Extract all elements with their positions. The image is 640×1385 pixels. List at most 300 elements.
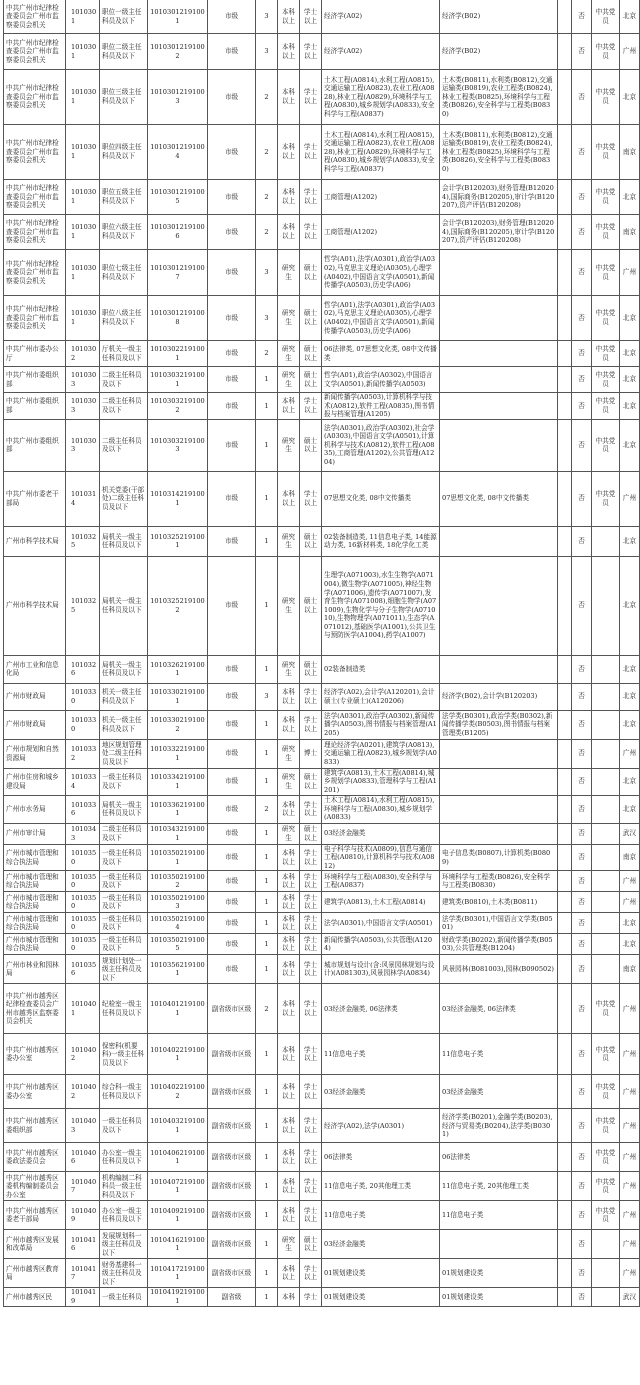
cell-extra xyxy=(558,1259,572,1288)
cell-political-status: 中共党员 xyxy=(592,0,620,34)
cell-undergrad-major: 03经济金融类, 06法律类 xyxy=(440,984,558,1034)
cell-political-status xyxy=(592,526,620,556)
cell-dept-code: 1010314 xyxy=(66,471,100,526)
cell-undergrad-major: 经济学(B02) xyxy=(440,0,558,34)
cell-exam-site: 南京 xyxy=(620,955,640,984)
cell-position-code: 10104032191001 xyxy=(148,1109,208,1143)
cell-headcount: 1 xyxy=(256,1034,278,1075)
cell-dept-code: 1010350 xyxy=(66,844,100,871)
cell-level: 市级 xyxy=(208,871,256,892)
cell-political-status xyxy=(592,871,620,892)
cell-department: 广州市城市管理和综合执法局 xyxy=(4,892,66,913)
cell-degree: 学士以上 xyxy=(300,1143,322,1172)
cell-grad-major: 哲学(A01),法学(A0301),政治学(A0302),马克思主义理论(A0305),心理学(A0402),中国语言文学(A0501),新闻传播学(A0503),历史学(A06) xyxy=(322,250,440,296)
cell-degree: 学士以上 xyxy=(300,1201,322,1230)
cell-dept-code: 1010350 xyxy=(66,871,100,892)
cell-level: 市级 xyxy=(208,823,256,844)
cell-undergrad-major: 11信息电子类 xyxy=(440,1201,558,1230)
cell-degree: 硕士以上 xyxy=(300,250,322,296)
cell-position-code: 10104012191001 xyxy=(148,984,208,1034)
cell-level: 市级 xyxy=(208,655,256,683)
cell-grad-major: 哲学(A01),政治学(A0302),中国语言文学(A0501),新闻传播学(A0503) xyxy=(322,367,440,393)
cell-headcount: 1 xyxy=(256,1143,278,1172)
cell-dept-code: 1010301 xyxy=(66,70,100,125)
cell-position-code: 10103022191001 xyxy=(148,341,208,367)
cell-exam-site: 广州 xyxy=(620,250,640,296)
cell-degree: 学士以上 xyxy=(300,180,322,215)
cell-department: 广州市住房和城乡建设局 xyxy=(4,768,66,795)
cell-exam-site: 广州 xyxy=(620,1143,640,1172)
cell-gender-limit: 否 xyxy=(572,1230,592,1259)
cell-level: 副省级市区级 xyxy=(208,1259,256,1288)
cell-dept-code: 1010303 xyxy=(66,367,100,393)
cell-gender-limit: 否 xyxy=(572,125,592,180)
cell-degree: 学士以上 xyxy=(300,984,322,1034)
cell-dept-code: 1010403 xyxy=(66,1109,100,1143)
cell-headcount: 1 xyxy=(256,367,278,393)
cell-department: 中共广州市纪律检查委员会广州市监察委员会机关 xyxy=(4,250,66,296)
cell-political-status: 中共党员 xyxy=(592,125,620,180)
cell-dept-code: 1010301 xyxy=(66,125,100,180)
cell-political-status xyxy=(592,1230,620,1259)
cell-dept-code: 1010350 xyxy=(66,913,100,934)
cell-department: 广州市审计局 xyxy=(4,823,66,844)
cell-undergrad-major xyxy=(440,296,558,341)
cell-degree: 学士以上 xyxy=(300,844,322,871)
cell-grad-major: 土木工程(A0814),水利工程(A0815),交通运输工程(A0823),农业工程(A0828),林业工程(A0829),环境科学与工程(A0830),城乡规划学(A0833),安全科学与工程(A0837) xyxy=(322,125,440,180)
cell-level: 副省级市区级 xyxy=(208,1143,256,1172)
cell-gender-limit: 否 xyxy=(572,892,592,913)
cell-degree: 硕士以上 xyxy=(300,296,322,341)
cell-position: 规划计划处一级主任科员及以下 xyxy=(100,955,148,984)
cell-position-code: 10104162191001 xyxy=(148,1230,208,1259)
cell-extra xyxy=(558,871,572,892)
cell-extra xyxy=(558,1143,572,1172)
cell-undergrad-major: 财政学类(B0202),新闻传播学类(B0503),公共管理类(B1204) xyxy=(440,934,558,955)
cell-extra xyxy=(558,341,572,367)
cell-political-status: 中共党员 xyxy=(592,296,620,341)
cell-headcount: 2 xyxy=(256,795,278,823)
cell-undergrad-major: 11信息电子类 xyxy=(440,1034,558,1075)
cell-position: 一级主任科员及以下 xyxy=(100,768,148,795)
cell-education: 本科以上 xyxy=(278,984,300,1034)
cell-headcount: 3 xyxy=(256,0,278,34)
cell-extra xyxy=(558,367,572,393)
cell-education: 本科以上 xyxy=(278,1259,300,1288)
cell-extra xyxy=(558,795,572,823)
cell-education: 研究生 xyxy=(278,739,300,768)
cell-headcount: 1 xyxy=(256,913,278,934)
table-row xyxy=(4,871,640,892)
cell-extra xyxy=(558,526,572,556)
cell-headcount: 2 xyxy=(256,341,278,367)
cell-position: 办公室一级主任科员及以下 xyxy=(100,1143,148,1172)
cell-gender-limit: 否 xyxy=(572,250,592,296)
cell-undergrad-major: 经济学(B02),会计学(B120203) xyxy=(440,683,558,710)
cell-political-status xyxy=(592,892,620,913)
cell-exam-site: 北京 xyxy=(620,768,640,795)
cell-education: 本科以上 xyxy=(278,1075,300,1109)
cell-department: 中共广州市越秀区委机构编制委员会办公室 xyxy=(4,1172,66,1201)
cell-position: 保密科(机要科)一级主任科员及以下 xyxy=(100,1034,148,1075)
cell-education: 本科以上 xyxy=(278,125,300,180)
table-row xyxy=(4,1034,640,1075)
table-row xyxy=(4,526,640,556)
cell-grad-major: 03经济金融类 xyxy=(322,1075,440,1109)
cell-education: 研究生 xyxy=(278,367,300,393)
cell-level: 市级 xyxy=(208,296,256,341)
cell-extra xyxy=(558,296,572,341)
cell-education: 研究生 xyxy=(278,419,300,471)
cell-exam-site: 北京 xyxy=(620,934,640,955)
cell-headcount: 1 xyxy=(256,871,278,892)
cell-grad-major: 03经济金融类, 06法律类 xyxy=(322,984,440,1034)
cell-headcount: 1 xyxy=(256,1075,278,1109)
cell-headcount: 2 xyxy=(256,180,278,215)
cell-headcount: 1 xyxy=(256,655,278,683)
cell-department: 广州市水务局 xyxy=(4,795,66,823)
cell-exam-site: 北京 xyxy=(620,710,640,739)
cell-grad-major: 新闻传播学(A0503),计算机科学与技术(A0812),软件工程(A0835),图书情报与档案管理(A1205) xyxy=(322,393,440,420)
cell-political-status: 中共党员 xyxy=(592,1034,620,1075)
cell-gender-limit: 否 xyxy=(572,419,592,471)
cell-position: 纪检室一级主任科员及以下 xyxy=(100,984,148,1034)
cell-level: 市级 xyxy=(208,768,256,795)
cell-grad-major: 11信息电子类, 20其他理工类 xyxy=(322,1172,440,1201)
cell-department: 中共广州市越秀区委老干部局 xyxy=(4,1201,66,1230)
table-row xyxy=(4,215,640,250)
cell-grad-major: 06法律类 xyxy=(322,1143,440,1172)
cell-position-code: 10103322191001 xyxy=(148,739,208,768)
cell-political-status: 中共党员 xyxy=(592,419,620,471)
cell-dept-code: 1010301 xyxy=(66,250,100,296)
table-row xyxy=(4,655,640,683)
cell-level: 市级 xyxy=(208,471,256,526)
cell-headcount: 2 xyxy=(256,984,278,1034)
cell-gender-limit: 否 xyxy=(572,180,592,215)
cell-grad-major: 01规划建设类 xyxy=(322,1288,440,1306)
cell-grad-major: 07思想文化类, 08中文传播类 xyxy=(322,471,440,526)
cell-department: 中共广州市纪律检查委员会广州市监察委员会机关 xyxy=(4,215,66,250)
table-row xyxy=(4,984,640,1034)
cell-degree: 硕士以上 xyxy=(300,556,322,655)
cell-gender-limit: 否 xyxy=(572,955,592,984)
cell-extra xyxy=(558,419,572,471)
table-row xyxy=(4,1172,640,1201)
cell-level: 副省级市区级 xyxy=(208,1172,256,1201)
cell-extra xyxy=(558,768,572,795)
cell-level: 市级 xyxy=(208,367,256,393)
cell-position-code: 10103012191007 xyxy=(148,250,208,296)
cell-position: 职位六级主任科员及以下 xyxy=(100,215,148,250)
cell-grad-major: 经济学(A02),会计学(A120201),会计硕士(专业硕士)(A120206) xyxy=(322,683,440,710)
table-row xyxy=(4,1201,640,1230)
cell-position-code: 10103012191005 xyxy=(148,180,208,215)
cell-dept-code: 1010330 xyxy=(66,710,100,739)
cell-position: 一级主任科员及以下 xyxy=(100,934,148,955)
cell-exam-site: 北京 xyxy=(620,556,640,655)
cell-extra xyxy=(558,125,572,180)
table-row xyxy=(4,296,640,341)
cell-headcount: 1 xyxy=(256,1288,278,1306)
cell-extra xyxy=(558,471,572,526)
cell-gender-limit: 否 xyxy=(572,739,592,768)
table-row xyxy=(4,556,640,655)
cell-position-code: 10103012191002 xyxy=(148,34,208,70)
cell-position: 局机关一级主任科员及以下 xyxy=(100,655,148,683)
cell-exam-site: 北京 xyxy=(620,0,640,34)
cell-dept-code: 1010343 xyxy=(66,823,100,844)
cell-level: 副省级 xyxy=(208,1288,256,1306)
cell-education: 本科以上 xyxy=(278,1109,300,1143)
cell-dept-code: 1010301 xyxy=(66,215,100,250)
cell-grad-major: 法学(A0301),中国语言文学(A0501) xyxy=(322,913,440,934)
cell-education: 研究生 xyxy=(278,768,300,795)
cell-political-status xyxy=(592,795,620,823)
cell-department: 广州市财政局 xyxy=(4,683,66,710)
cell-gender-limit: 否 xyxy=(572,683,592,710)
table-row xyxy=(4,768,640,795)
cell-undergrad-major: 06法律类 xyxy=(440,1143,558,1172)
cell-education: 本科以上 xyxy=(278,215,300,250)
cell-position-code: 10103342191001 xyxy=(148,768,208,795)
table-row xyxy=(4,1259,640,1288)
cell-position: 机关一级主任科员及以下 xyxy=(100,710,148,739)
table-row xyxy=(4,367,640,393)
cell-position: 职位二级主任科员及以下 xyxy=(100,34,148,70)
cell-grad-major: 06法律类, 07思想文化类, 08中文传播类 xyxy=(322,341,440,367)
cell-headcount: 1 xyxy=(256,1230,278,1259)
cell-position: 局机关一级主任科员及以下 xyxy=(100,795,148,823)
cell-extra xyxy=(558,913,572,934)
cell-undergrad-major xyxy=(440,341,558,367)
cell-political-status xyxy=(592,913,620,934)
cell-education: 本科以上 xyxy=(278,34,300,70)
cell-undergrad-major xyxy=(440,526,558,556)
cell-grad-major: 经济学(A02),法学(A0301) xyxy=(322,1109,440,1143)
cell-undergrad-major: 07思想文化类, 08中文传播类 xyxy=(440,471,558,526)
cell-department: 中共广州市越秀区纪律检查委员会广州市越秀区监察委员会机关 xyxy=(4,984,66,1034)
cell-position-code: 10103142191001 xyxy=(148,471,208,526)
cell-exam-site: 北京 xyxy=(620,683,640,710)
cell-education: 本科 xyxy=(278,1288,300,1306)
cell-grad-major: 01规划建设类 xyxy=(322,1259,440,1288)
cell-undergrad-major: 11信息电子类, 20其他理工类 xyxy=(440,1172,558,1201)
cell-extra xyxy=(558,180,572,215)
cell-department: 广州市科学技术局 xyxy=(4,526,66,556)
cell-headcount: 1 xyxy=(256,1172,278,1201)
cell-political-status: 中共党员 xyxy=(592,250,620,296)
cell-position: 办公室一级主任科员及以下 xyxy=(100,1201,148,1230)
cell-department: 中共广州市委组织部 xyxy=(4,367,66,393)
cell-exam-site: 广州 xyxy=(620,1172,640,1201)
cell-grad-major: 02装备制造类 xyxy=(322,655,440,683)
cell-level: 市级 xyxy=(208,125,256,180)
cell-level: 市级 xyxy=(208,70,256,125)
cell-headcount: 3 xyxy=(256,250,278,296)
cell-gender-limit: 否 xyxy=(572,296,592,341)
cell-gender-limit: 否 xyxy=(572,1075,592,1109)
cell-grad-major: 电子科学与技术(A0809),信息与通信工程(A0810),计算机科学与技术(A0812) xyxy=(322,844,440,871)
cell-position: 二级主任科员及以下 xyxy=(100,367,148,393)
cell-level: 市级 xyxy=(208,419,256,471)
cell-exam-site: 北京 xyxy=(620,913,640,934)
cell-degree: 学士以上 xyxy=(300,1034,322,1075)
cell-department: 广州市越秀区发展和改革局 xyxy=(4,1230,66,1259)
cell-grad-major: 法学(A0301),政治学(A0302),新闻传播学(A0503),图书情报与档案管理(A1205) xyxy=(322,710,440,739)
cell-grad-major: 工商管理(A1202) xyxy=(322,215,440,250)
cell-position-code: 10103502191001 xyxy=(148,844,208,871)
cell-department: 中共广州市越秀区委政法委员会 xyxy=(4,1143,66,1172)
cell-exam-site: 广州 xyxy=(620,1034,640,1075)
cell-extra xyxy=(558,1288,572,1306)
table-row xyxy=(4,795,640,823)
cell-gender-limit: 否 xyxy=(572,871,592,892)
cell-position: 一级主任科员 xyxy=(100,1288,148,1306)
cell-political-status xyxy=(592,844,620,871)
cell-dept-code: 1010401 xyxy=(66,984,100,1034)
cell-exam-site: 南京 xyxy=(620,125,640,180)
cell-undergrad-major xyxy=(440,393,558,420)
cell-department: 中共广州市纪律检查委员会广州市监察委员会机关 xyxy=(4,180,66,215)
cell-headcount: 1 xyxy=(256,892,278,913)
cell-headcount: 3 xyxy=(256,296,278,341)
cell-undergrad-major xyxy=(440,823,558,844)
cell-department: 中共广州市纪律检查委员会广州市监察委员会机关 xyxy=(4,296,66,341)
cell-department: 广州市城市管理和综合执法局 xyxy=(4,871,66,892)
cell-extra xyxy=(558,655,572,683)
cell-level: 市级 xyxy=(208,913,256,934)
cell-headcount: 1 xyxy=(256,526,278,556)
table-row xyxy=(4,471,640,526)
cell-position-code: 10104072191001 xyxy=(148,1172,208,1201)
cell-level: 市级 xyxy=(208,526,256,556)
cell-gender-limit: 否 xyxy=(572,710,592,739)
cell-level: 副省级市区级 xyxy=(208,1034,256,1075)
cell-degree: 博士 xyxy=(300,739,322,768)
cell-position: 机关一级主任科员及以下 xyxy=(100,683,148,710)
cell-exam-site: 广州 xyxy=(620,892,640,913)
cell-education: 研究生 xyxy=(278,296,300,341)
cell-gender-limit: 否 xyxy=(572,795,592,823)
cell-level: 市级 xyxy=(208,180,256,215)
cell-department: 中共广州市委组织部 xyxy=(4,393,66,420)
cell-level: 市级 xyxy=(208,892,256,913)
cell-degree: 学士 xyxy=(300,1288,322,1306)
cell-political-status: 中共党员 xyxy=(592,341,620,367)
cell-position-code: 10103252191002 xyxy=(148,556,208,655)
cell-gender-limit: 否 xyxy=(572,844,592,871)
cell-undergrad-major: 经济学(B02) xyxy=(440,34,558,70)
cell-dept-code: 1010303 xyxy=(66,393,100,420)
cell-undergrad-major xyxy=(440,556,558,655)
cell-position-code: 10104092191001 xyxy=(148,1201,208,1230)
cell-gender-limit: 否 xyxy=(572,367,592,393)
cell-position: 局机关一级主任科员及以下 xyxy=(100,526,148,556)
cell-degree: 硕士以上 xyxy=(300,655,322,683)
cell-degree: 学士以上 xyxy=(300,710,322,739)
cell-undergrad-major: 风景园林(B081003),园林(B090502) xyxy=(440,955,558,984)
cell-dept-code: 1010350 xyxy=(66,934,100,955)
cell-exam-site: 武汉 xyxy=(620,1288,640,1306)
cell-position: 局机关一级主任科员及以下 xyxy=(100,556,148,655)
cell-undergrad-major: 法学类(B0301),政治学类(B0302),新闻传播学类(B0503),图书情报与档案管理类(B1205) xyxy=(440,710,558,739)
cell-undergrad-major: 法学类(B0301),中国语言文学类(B0501) xyxy=(440,913,558,934)
cell-undergrad-major xyxy=(440,250,558,296)
cell-grad-major: 建筑学(A0813),土木工程(A0814) xyxy=(322,892,440,913)
cell-position: 职位四级主任科员及以下 xyxy=(100,125,148,180)
cell-department: 广州市城市管理和综合执法局 xyxy=(4,913,66,934)
cell-education: 研究生 xyxy=(278,526,300,556)
cell-gender-limit: 否 xyxy=(572,34,592,70)
cell-exam-site: 北京 xyxy=(620,526,640,556)
cell-political-status: 中共党员 xyxy=(592,367,620,393)
cell-position: 一级主任科员及以下 xyxy=(100,892,148,913)
cell-education: 本科以上 xyxy=(278,710,300,739)
cell-position-code: 10103362191001 xyxy=(148,795,208,823)
cell-dept-code: 1010330 xyxy=(66,683,100,710)
cell-dept-code: 1010325 xyxy=(66,556,100,655)
cell-political-status xyxy=(592,556,620,655)
cell-dept-code: 1010416 xyxy=(66,1230,100,1259)
cell-political-status xyxy=(592,655,620,683)
cell-dept-code: 1010332 xyxy=(66,739,100,768)
cell-political-status xyxy=(592,683,620,710)
cell-extra xyxy=(558,1172,572,1201)
table-row xyxy=(4,913,640,934)
cell-education: 本科以上 xyxy=(278,871,300,892)
cell-department: 中共广州市委组织部 xyxy=(4,419,66,471)
table-row xyxy=(4,70,640,125)
cell-education: 本科以上 xyxy=(278,393,300,420)
cell-degree: 学士以上 xyxy=(300,1075,322,1109)
table-row xyxy=(4,739,640,768)
cell-dept-code: 1010303 xyxy=(66,419,100,471)
cell-level: 市级 xyxy=(208,795,256,823)
cell-position-code: 10103012191004 xyxy=(148,125,208,180)
cell-headcount: 2 xyxy=(256,125,278,180)
cell-education: 本科以上 xyxy=(278,180,300,215)
cell-gender-limit: 否 xyxy=(572,655,592,683)
cell-dept-code: 1010326 xyxy=(66,655,100,683)
cell-extra xyxy=(558,215,572,250)
cell-gender-limit: 否 xyxy=(572,471,592,526)
cell-gender-limit: 否 xyxy=(572,341,592,367)
cell-exam-site: 南京 xyxy=(620,215,640,250)
cell-political-status xyxy=(592,934,620,955)
cell-level: 市级 xyxy=(208,0,256,34)
cell-extra xyxy=(558,1230,572,1259)
cell-extra xyxy=(558,984,572,1034)
cell-position: 厅机关一级主任科员及以下 xyxy=(100,341,148,367)
cell-political-status xyxy=(592,823,620,844)
cell-gender-limit: 否 xyxy=(572,556,592,655)
cell-department: 中共广州市纪律检查委员会广州市监察委员会机关 xyxy=(4,34,66,70)
job-listing-table xyxy=(3,0,640,1307)
cell-degree: 学士以上 xyxy=(300,795,322,823)
cell-education: 本科以上 xyxy=(278,1201,300,1230)
cell-exam-site: 广州 xyxy=(620,1109,640,1143)
cell-education: 本科以上 xyxy=(278,795,300,823)
cell-dept-code: 1010301 xyxy=(66,180,100,215)
cell-dept-code: 1010402 xyxy=(66,1075,100,1109)
cell-position-code: 10104022191001 xyxy=(148,1034,208,1075)
cell-position-code: 10104192191001 xyxy=(148,1288,208,1306)
table-row xyxy=(4,1230,640,1259)
cell-exam-site: 北京 xyxy=(620,795,640,823)
cell-degree: 学士以上 xyxy=(300,871,322,892)
cell-position-code: 10103562191001 xyxy=(148,955,208,984)
